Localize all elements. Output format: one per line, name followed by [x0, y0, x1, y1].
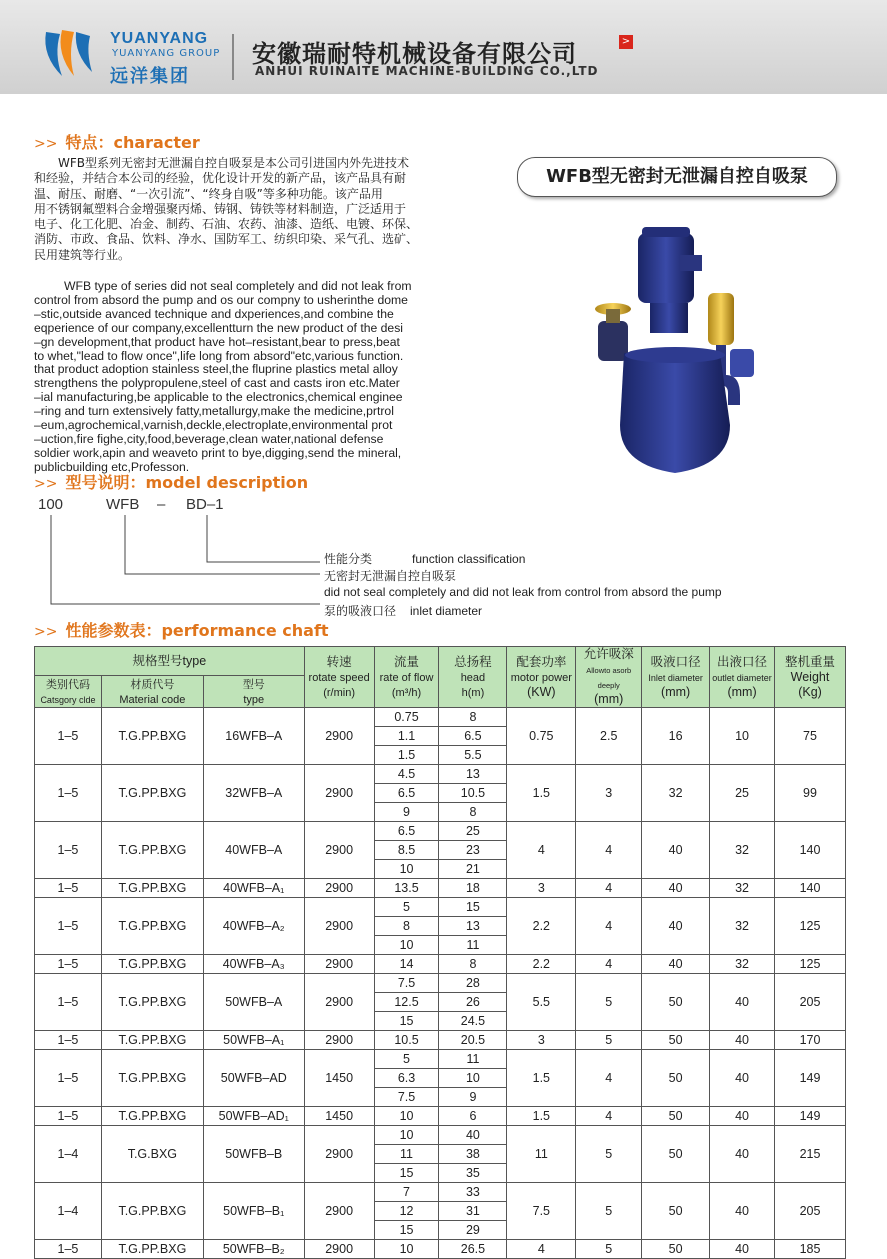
cell-power: 0.75 [507, 708, 576, 765]
cell-type: 16WFB–A [203, 708, 304, 765]
cell-head: 9 [439, 1088, 507, 1107]
cell-suction: 5 [576, 1183, 642, 1240]
cell-category: 1–5 [35, 879, 102, 898]
cell-suction: 5 [576, 1031, 642, 1050]
cell-power: 2.2 [507, 898, 576, 955]
cell-flow: 8.5 [374, 841, 439, 860]
cell-suction: 4 [576, 822, 642, 879]
cell-head: 31 [439, 1202, 507, 1221]
table-row [35, 822, 846, 841]
cell-suction: 5 [576, 974, 642, 1031]
cell-speed: 1450 [304, 1107, 374, 1126]
header-material: 材质代号 Material code [101, 676, 203, 708]
cell-power: 3 [507, 879, 576, 898]
cell-flow: 12.5 [374, 993, 439, 1012]
cell-inlet: 32 [642, 765, 710, 822]
cell-type: 50WFB–AD₁ [203, 1107, 304, 1126]
cell-head: 26.5 [439, 1240, 507, 1259]
cell-suction: 5 [576, 1240, 642, 1259]
cell-speed: 2900 [304, 1126, 374, 1183]
cell-suction: 4 [576, 1107, 642, 1126]
cell-speed: 2900 [304, 1183, 374, 1240]
cell-inlet: 40 [642, 879, 710, 898]
header-suction: 允许吸深 Allowto asorb deeply (mm) [576, 647, 642, 708]
cell-flow: 10 [374, 860, 439, 879]
cell-speed: 1450 [304, 1050, 374, 1107]
header-head: 总扬程 head h(m) [439, 647, 507, 708]
cell-material: T.G.PP.BXG [101, 898, 203, 955]
cell-category: 1–5 [35, 955, 102, 974]
cell-material: T.G.PP.BXG [101, 1107, 203, 1126]
corner-mark-icon: > [619, 35, 633, 49]
header-spec: 规格型号type [35, 647, 305, 676]
cell-material: T.G.PP.BXG [101, 1240, 203, 1259]
cell-outlet: 40 [710, 1240, 775, 1259]
performance-table [34, 646, 846, 1259]
cell-inlet: 50 [642, 1126, 710, 1183]
cell-suction: 4 [576, 1050, 642, 1107]
table-row [35, 1031, 846, 1050]
paragraph-line: control from absord the pump and os our compny to usherinthe dome [34, 292, 408, 307]
cell-material: T.G.PP.BXG [101, 822, 203, 879]
cell-speed: 2900 [304, 879, 374, 898]
cell-head: 21 [439, 860, 507, 879]
cell-flow: 8 [374, 917, 439, 936]
paragraph-line: that product adoption stainless steel,the fluprine plastics metal alloy [34, 362, 398, 377]
cell-material: T.G.PP.BXG [101, 1183, 203, 1240]
page-header [0, 0, 887, 94]
cell-outlet: 25 [710, 765, 775, 822]
cell-category: 1–5 [35, 822, 102, 879]
cell-power: 3 [507, 1031, 576, 1050]
cell-flow: 10.5 [374, 1031, 439, 1050]
yuanyang-logo-icon [40, 26, 100, 82]
cell-suction: 4 [576, 879, 642, 898]
cell-outlet: 32 [710, 822, 775, 879]
cell-type: 50WFB–A₁ [203, 1031, 304, 1050]
cell-flow: 15 [374, 1221, 439, 1240]
cell-weight: 149 [775, 1050, 846, 1107]
cell-type: 40WFB–A₃ [203, 955, 304, 974]
cell-category: 1–5 [35, 974, 102, 1031]
cell-type: 40WFB–A [203, 822, 304, 879]
cell-head: 8 [439, 803, 507, 822]
paragraph-line: publicbuilding etc,Professon. [34, 459, 190, 474]
paragraph-line: 消防、市政、食品、饮料、净水、国防军工、纺织印染、采气孔、选矿、 [34, 232, 419, 247]
model-code-size: 100 [38, 496, 64, 513]
cell-head: 40 [439, 1126, 507, 1145]
cell-head: 35 [439, 1164, 507, 1183]
cell-flow: 5 [374, 1050, 439, 1069]
cell-inlet: 50 [642, 1031, 710, 1050]
cell-category: 1–5 [35, 708, 102, 765]
cell-category: 1–5 [35, 765, 102, 822]
cell-material: T.G.PP.BXG [101, 1031, 203, 1050]
cell-power: 4 [507, 1240, 576, 1259]
cell-weight: 125 [775, 955, 846, 974]
header-power: 配套功率 motor power (KW) [507, 647, 576, 708]
cell-flow: 15 [374, 1012, 439, 1031]
paragraph-line: –eum,agrochemical,varnish,deckle,electroplate,environmental prot [34, 418, 393, 433]
cell-weight: 149 [775, 1107, 846, 1126]
cell-category: 1–4 [35, 1126, 102, 1183]
header-speed: 转速 rotate speed (r/min) [304, 647, 374, 708]
cell-flow: 10 [374, 1240, 439, 1259]
cell-head: 8 [439, 955, 507, 974]
table-row [35, 765, 846, 784]
cell-power: 4 [507, 822, 576, 879]
paragraph-line: –uction,fire fighe,city,food,beverage,clean water,national defense [34, 431, 384, 446]
model-code-series: WFB [106, 496, 140, 513]
cell-type: 32WFB–A [203, 765, 304, 822]
cell-power: 11 [507, 1126, 576, 1183]
cell-type: 50WFB–AD [203, 1050, 304, 1107]
cell-material: T.G.BXG [101, 1126, 203, 1183]
cell-flow: 7.5 [374, 1088, 439, 1107]
brand-name: YUANYANG [110, 30, 209, 47]
header-outlet: 出液口径 outlet diameter (mm) [710, 647, 775, 708]
cell-inlet: 40 [642, 898, 710, 955]
cell-outlet: 40 [710, 1107, 775, 1126]
cell-weight: 205 [775, 1183, 846, 1240]
cell-type: 50WFB–B₂ [203, 1240, 304, 1259]
cell-weight: 140 [775, 879, 846, 898]
cell-outlet: 40 [710, 974, 775, 1031]
cell-head: 20.5 [439, 1031, 507, 1050]
model-heading: >> 型号说明：model description [34, 473, 309, 492]
cell-flow: 7 [374, 1183, 439, 1202]
brand-group: YUANYANG GROUP [112, 48, 221, 59]
cell-outlet: 32 [710, 879, 775, 898]
pump-image [580, 225, 770, 485]
cell-outlet: 40 [710, 1031, 775, 1050]
paragraph-line: strengthens the polypropulene,steel of cast and casts iron etc.Mater [34, 376, 400, 391]
cell-head: 6 [439, 1107, 507, 1126]
cell-material: T.G.PP.BXG [101, 955, 203, 974]
header-category: 类别代码 Catsgory clde [35, 676, 102, 708]
cell-weight: 125 [775, 898, 846, 955]
paragraph-line: 用不锈钢氟塑料合金增强聚丙烯、铸钢、铸铁等材料制造，广泛适用于 [34, 201, 407, 216]
cell-outlet: 10 [710, 708, 775, 765]
header-type: 型号 type [203, 676, 304, 708]
cell-type: 50WFB–A [203, 974, 304, 1031]
cell-inlet: 40 [642, 955, 710, 974]
cell-category: 1–4 [35, 1183, 102, 1240]
header-weight: 整机重量 Weight (Kg) [775, 647, 846, 708]
cell-inlet: 40 [642, 822, 710, 879]
header-inlet: 吸液口径 Inlet diameter (mm) [642, 647, 710, 708]
product-title: WFB型无密封无泄漏自控自吸泵 [517, 157, 837, 197]
cell-weight: 140 [775, 822, 846, 879]
cell-category: 1–5 [35, 1107, 102, 1126]
cell-head: 18 [439, 879, 507, 898]
cell-suction: 3 [576, 765, 642, 822]
cell-outlet: 40 [710, 1183, 775, 1240]
cell-outlet: 32 [710, 898, 775, 955]
cell-head: 11 [439, 936, 507, 955]
cell-category: 1–5 [35, 1031, 102, 1050]
table-row [35, 708, 846, 727]
model-code-function: BD–1 [186, 496, 224, 513]
cell-head: 15 [439, 898, 507, 917]
paragraph-line: –gn development,that product have hot–resistant,bear to press,beat [34, 334, 400, 349]
company-name-en: ANHUI RUINAITE MACHINE-BUILDING CO.,LTD [255, 64, 599, 78]
cell-head: 11 [439, 1050, 507, 1069]
cell-flow: 6.5 [374, 822, 439, 841]
paragraph-line: WFB型系列无密封无泄漏自控自吸泵是本公司引进国内外先进技术 [58, 156, 410, 170]
cell-head: 38 [439, 1145, 507, 1164]
cell-weight: 170 [775, 1031, 846, 1050]
cell-weight: 99 [775, 765, 846, 822]
model-label-series-cn: 无密封无泄漏自控自吸泵 [324, 569, 457, 583]
cell-head: 29 [439, 1221, 507, 1240]
table-row [35, 955, 846, 974]
cell-power: 2.2 [507, 955, 576, 974]
paragraph-line: 电子、化工化肥、冶金、制药、石油、农药、油漆、造纸、电镀、环保、 [34, 217, 419, 232]
paragraph-line: 民用建筑等行业。 [34, 247, 131, 262]
cell-category: 1–5 [35, 1240, 102, 1259]
cell-head: 26 [439, 993, 507, 1012]
table-row [35, 879, 846, 898]
cell-speed: 2900 [304, 955, 374, 974]
cell-flow: 10 [374, 1107, 439, 1126]
cell-category: 1–5 [35, 898, 102, 955]
cell-outlet: 40 [710, 1050, 775, 1107]
cell-outlet: 32 [710, 955, 775, 974]
paragraph-line: –ial manufacturing,be applicable to the electronics,chemical enginee [34, 390, 403, 405]
cell-speed: 2900 [304, 1240, 374, 1259]
cell-power: 5.5 [507, 974, 576, 1031]
cell-type: 50WFB–B [203, 1126, 304, 1183]
cell-speed: 2900 [304, 1031, 374, 1050]
cell-suction: 5 [576, 1126, 642, 1183]
cell-speed: 2900 [304, 898, 374, 955]
cell-head: 6.5 [439, 727, 507, 746]
cell-category: 1–5 [35, 1050, 102, 1107]
cell-power: 1.5 [507, 1107, 576, 1126]
cell-flow: 6.5 [374, 784, 439, 803]
cell-power: 7.5 [507, 1183, 576, 1240]
paragraph-line: eqperience of our company,excellentturn the new product of the desi [34, 320, 404, 335]
cell-flow: 7.5 [374, 974, 439, 993]
cell-flow: 12 [374, 1202, 439, 1221]
cell-head: 25 [439, 822, 507, 841]
cell-flow: 11 [374, 1145, 439, 1164]
model-label-function: 性能分类 function classification [324, 552, 526, 566]
table-row [35, 1183, 846, 1202]
cell-flow: 14 [374, 955, 439, 974]
cell-power: 1.5 [507, 765, 576, 822]
cell-head: 10 [439, 1069, 507, 1088]
table-row [35, 1107, 846, 1126]
character-heading: >> 特点：character [34, 133, 200, 152]
table-header-row [35, 647, 846, 676]
cell-speed: 2900 [304, 822, 374, 879]
performance-heading: >> 性能参数表：performance chaft [34, 621, 329, 640]
cell-weight: 75 [775, 708, 846, 765]
cell-flow: 13.5 [374, 879, 439, 898]
cell-suction: 2.5 [576, 708, 642, 765]
cell-type: 50WFB–B₁ [203, 1183, 304, 1240]
paragraph-line: 和经验，并结合本公司的经验，优化设计开发的新产品，该产品具有耐 [34, 171, 407, 186]
cell-material: T.G.PP.BXG [101, 708, 203, 765]
cell-head: 10.5 [439, 784, 507, 803]
cell-material: T.G.PP.BXG [101, 1050, 203, 1107]
cell-type: 40WFB–A₂ [203, 898, 304, 955]
cell-flow: 10 [374, 1126, 439, 1145]
model-label-inlet: 泵的吸液口径 inlet diameter [324, 604, 483, 618]
cell-weight: 205 [775, 974, 846, 1031]
cell-weight: 185 [775, 1240, 846, 1259]
model-description-lines [0, 510, 340, 610]
cell-material: T.G.PP.BXG [101, 974, 203, 1031]
cell-flow: 15 [374, 1164, 439, 1183]
character-text-en [34, 280, 474, 475]
cell-type: 40WFB–A₁ [203, 879, 304, 898]
cell-flow: 10 [374, 936, 439, 955]
paragraph-line: soldier work,apin and weaveto print to bye,digging,send the mineral, [34, 445, 402, 460]
table-row [35, 1126, 846, 1145]
cell-flow: 4.5 [374, 765, 439, 784]
cell-flow: 5 [374, 898, 439, 917]
company-name-cn: 安徽瑞耐特机械设备有限公司 [252, 40, 577, 68]
table-row [35, 898, 846, 917]
cell-head: 23 [439, 841, 507, 860]
cell-flow: 6.3 [374, 1069, 439, 1088]
cell-flow: 1.1 [374, 727, 439, 746]
cell-inlet: 50 [642, 1050, 710, 1107]
cell-head: 8 [439, 708, 507, 727]
cell-inlet: 16 [642, 708, 710, 765]
paragraph-line: –stic,outside avanced technique and dxperiences,and combine the [34, 306, 394, 321]
cell-flow: 0.75 [374, 708, 439, 727]
cell-head: 33 [439, 1183, 507, 1202]
cell-head: 24.5 [439, 1012, 507, 1031]
cell-inlet: 50 [642, 1183, 710, 1240]
cell-inlet: 50 [642, 1240, 710, 1259]
cell-material: T.G.PP.BXG [101, 765, 203, 822]
character-text-cn [34, 156, 470, 263]
cell-flow: 9 [374, 803, 439, 822]
cell-head: 5.5 [439, 746, 507, 765]
cell-outlet: 40 [710, 1126, 775, 1183]
cell-flow: 1.5 [374, 746, 439, 765]
paragraph-line: 温、耐压、耐磨、“一次引流”、“终身自吸”等多种功能。该产品用 [34, 186, 383, 201]
paragraph-line: –ring and turn extensively fatty,metallurgy,make the medicine,prtrol [34, 404, 394, 419]
cell-speed: 2900 [304, 974, 374, 1031]
cell-inlet: 50 [642, 974, 710, 1031]
cell-suction: 4 [576, 898, 642, 955]
model-code-dash: – [157, 496, 166, 513]
cell-head: 13 [439, 765, 507, 784]
cell-head: 28 [439, 974, 507, 993]
cell-power: 1.5 [507, 1050, 576, 1107]
cell-material: T.G.PP.BXG [101, 879, 203, 898]
header-flow: 流量 rate of flow (m³/h) [374, 647, 439, 708]
cell-speed: 2900 [304, 708, 374, 765]
table-row [35, 1240, 846, 1259]
paragraph-line: WFB type of series did not seal completely and did not leak from [64, 279, 412, 293]
paragraph-line: to whet,"lead to flow once",life long from absord"etc,various function. [34, 348, 404, 363]
table-row [35, 974, 846, 993]
table-row [35, 1050, 846, 1069]
cell-weight: 215 [775, 1126, 846, 1183]
cell-suction: 4 [576, 955, 642, 974]
cell-speed: 2900 [304, 765, 374, 822]
cell-inlet: 50 [642, 1107, 710, 1126]
brand-cn: 远洋集团 [110, 66, 190, 87]
header-divider [232, 34, 234, 80]
cell-head: 13 [439, 917, 507, 936]
model-label-series-en: did not seal completely and did not leak from control from absord the pump [324, 585, 722, 599]
